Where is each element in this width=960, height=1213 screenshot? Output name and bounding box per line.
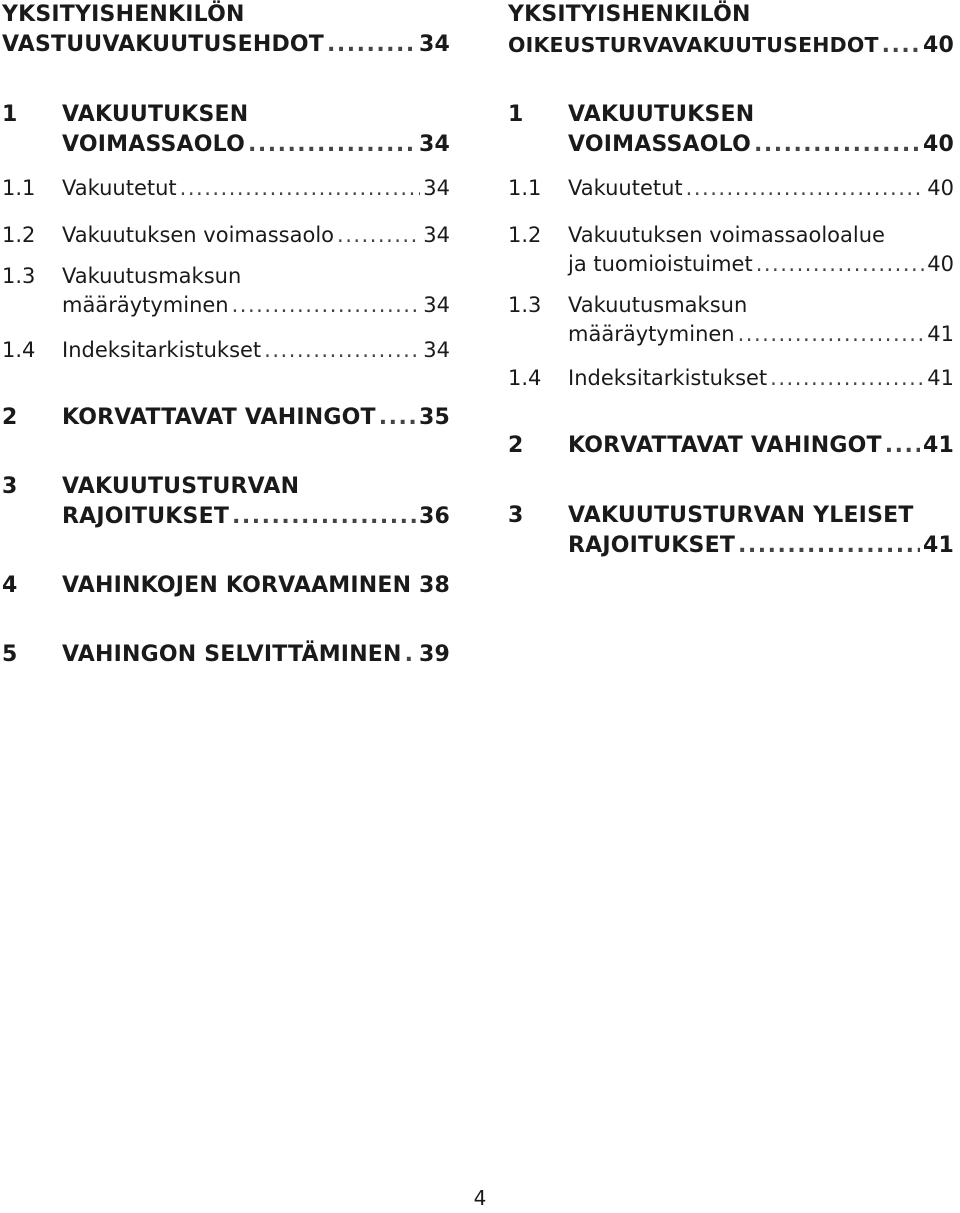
toc-entry-page: 38	[418, 573, 450, 598]
toc-entry-text: määräytyminen	[568, 322, 735, 346]
toc-entry-page: 40	[927, 176, 954, 200]
toc-entry-1-3[interactable]	[508, 291, 954, 349]
toc-entry-page: 40	[922, 132, 954, 157]
dot-leader	[327, 30, 416, 60]
dot-leader	[770, 364, 924, 393]
toc-entry-number: 2	[508, 433, 524, 458]
dot-leader	[264, 336, 420, 365]
toc-entry-text: Vakuutetut	[62, 176, 177, 200]
toc-entry-text: Indeksitarkistukset	[568, 366, 768, 390]
toc-entry-text: ja tuomioistuimet	[568, 252, 753, 276]
toc-entry-3[interactable]	[508, 501, 954, 561]
dot-leader	[379, 403, 416, 433]
toc-entry-page: 34	[423, 338, 450, 362]
dot-leader	[738, 320, 925, 349]
dot-leader	[756, 250, 925, 279]
toc-entry-text: VAHINGON SELVITTÄMINEN	[62, 642, 402, 667]
toc-entry-text: Vakuutetut	[568, 176, 683, 200]
toc-entry-page: 41	[927, 366, 954, 390]
toc-entry-number: 2	[2, 405, 18, 430]
page-number: 4	[473, 1186, 487, 1210]
toc-entry-1[interactable]	[2, 100, 450, 160]
dot-leader	[414, 571, 416, 601]
toc-entry-page: 36	[418, 504, 450, 529]
dot-leader	[337, 221, 420, 250]
toc-entry-1-4[interactable]	[508, 364, 954, 393]
toc-entry-1[interactable]	[508, 100, 954, 160]
toc-entry-1-3[interactable]	[2, 262, 450, 320]
toc-entry-1-4[interactable]	[2, 336, 450, 365]
toc-entry-5[interactable]	[2, 640, 450, 670]
toc-entry-text: määräytyminen	[62, 293, 229, 317]
toc-entry-number: 1.4	[508, 366, 542, 390]
toc-entry-1-1[interactable]	[2, 174, 450, 203]
toc-entry-page: 34	[423, 176, 450, 200]
toc-entry-page: 41	[927, 322, 954, 346]
right-title-line2: OIKEUSTURVAVAKUUTUSEHDOT	[508, 33, 879, 57]
toc-entry-text: Vakuutuksen voimassaoloalue	[568, 223, 885, 247]
toc-entry-text: RAJOITUKSET	[62, 504, 230, 529]
dot-leader	[405, 640, 416, 670]
toc-entry-page: 34	[418, 132, 450, 157]
toc-entry-page: 41	[922, 433, 954, 458]
toc-entry-1-2[interactable]	[508, 221, 954, 279]
toc-entry-number: 1.4	[2, 338, 36, 362]
toc-entry-text: VAHINKOJEN KORVAAMINEN	[62, 573, 412, 598]
toc-entry-1-2[interactable]	[2, 221, 450, 250]
toc-entry-page: 34	[423, 293, 450, 317]
toc-entry-text: VAKUUTUSTURVAN YLEISET	[568, 503, 914, 528]
toc-entry-page: 35	[418, 405, 450, 430]
toc-entry-1-1[interactable]	[508, 174, 954, 203]
toc-entry-text: RAJOITUKSET	[568, 533, 736, 558]
dot-leader	[754, 130, 920, 160]
left-title-line2: VASTUUVAKUUTUSEHDOT	[2, 32, 325, 57]
dot-leader	[248, 130, 416, 160]
toc-entry-text: Indeksitarkistukset	[62, 338, 262, 362]
dot-leader	[686, 174, 925, 203]
toc-entry-text: VAKUUTUKSEN	[62, 102, 249, 127]
toc-entry-text: Vakuutusmaksun	[62, 264, 242, 288]
toc-entry-text: VAKUUTUKSEN	[568, 102, 755, 127]
toc-entry-text: VAKUUTUSTURVAN	[62, 474, 300, 499]
toc-entry-text: VOIMASSAOLO	[568, 132, 752, 157]
dot-leader	[882, 31, 920, 61]
dot-leader	[738, 531, 920, 561]
toc-entry-text: VOIMASSAOLO	[62, 132, 246, 157]
toc-entry-number: 1.1	[508, 176, 542, 200]
dot-leader	[232, 291, 421, 320]
toc-entry-number: 1	[2, 102, 18, 127]
right-title-line1: YKSITYISHENKILÖN	[508, 2, 751, 27]
toc-entry-number: 3	[2, 474, 18, 499]
toc-entry-number: 1.2	[508, 223, 542, 247]
toc-entry-2[interactable]	[2, 403, 450, 433]
toc-entry-page: 41	[922, 533, 954, 558]
left-section-title	[2, 0, 450, 60]
toc-entry-number: 4	[2, 573, 18, 598]
toc-entry-number: 1.2	[2, 223, 36, 247]
toc-entry-text: Vakuutusmaksun	[568, 293, 748, 317]
dot-leader	[885, 431, 920, 461]
toc-entry-text: KORVATTAVAT VAHINGOT	[568, 433, 882, 458]
toc-entry-number: 1.3	[508, 293, 542, 317]
toc-entry-number: 5	[2, 642, 18, 667]
toc-entry-page: 34	[423, 223, 450, 247]
toc-entry-page: 40	[927, 252, 954, 276]
toc-entry-4[interactable]	[2, 571, 450, 601]
left-title-line1: YKSITYISHENKILÖN	[2, 2, 245, 27]
right-title-page: 40	[922, 33, 954, 58]
right-section-title	[508, 0, 954, 61]
left-title-page: 34	[418, 32, 450, 57]
toc-entry-number: 1	[508, 102, 524, 127]
toc-entry-page: 39	[418, 642, 450, 667]
toc-entry-number: 1.3	[2, 264, 36, 288]
toc-entry-text: KORVATTAVAT VAHINGOT	[62, 405, 376, 430]
toc-entry-2[interactable]	[508, 431, 954, 461]
toc-entry-number: 1.1	[2, 176, 36, 200]
toc-entry-3[interactable]	[2, 472, 450, 532]
dot-leader	[180, 174, 421, 203]
toc-entry-number: 3	[508, 503, 524, 528]
dot-leader	[232, 502, 416, 532]
toc-entry-text: Vakuutuksen voimassaolo	[62, 223, 335, 247]
